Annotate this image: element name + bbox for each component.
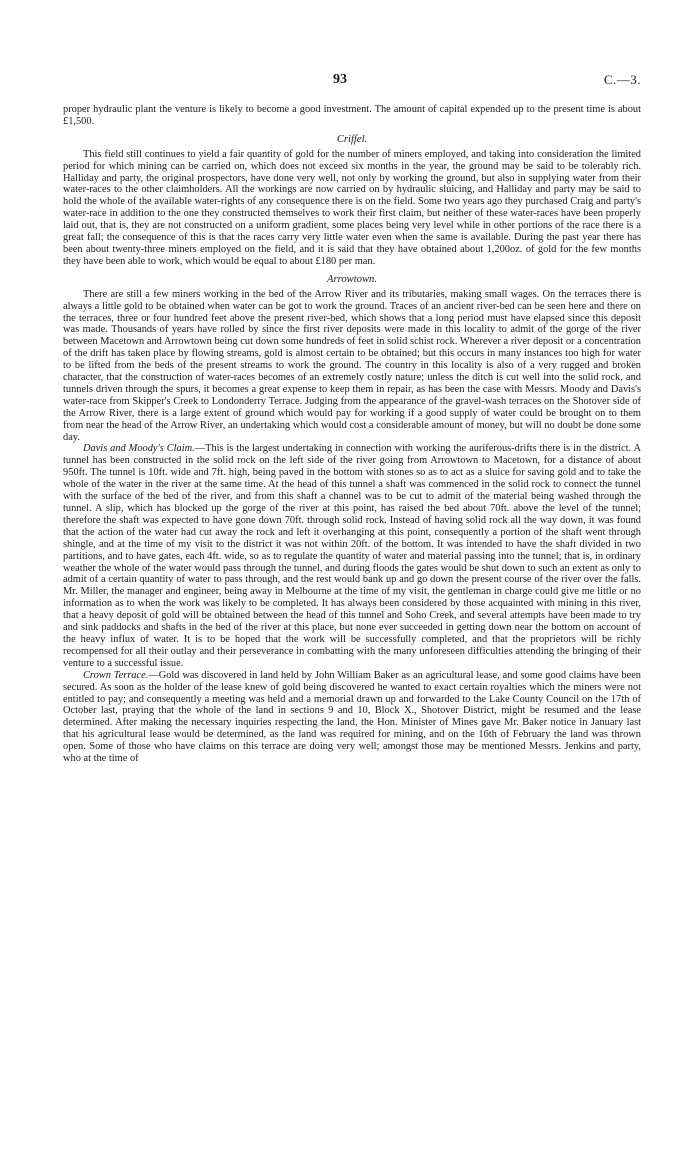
crown-terrace-subheading: Crown Terrace. [83, 669, 149, 681]
criffel-paragraph: This field still continues to yield a fair quantity of gold for the number of miners employed, and taking into consideration the limited period for which mining can be carried on, which does not exceed six months in the year, the ground may be said to be tolerably rich. Halliday and party, the original prospectors, have done very well, not only by working the ground, but also in supplying water from their water-races to the other claimholders. All the workings are now carried on by hydraulic sluicing, and Halliday and party may be said to hold the whole of the available water-rights of any consequence there is on the field. Some two years ago they purchased Craig and party's water-race in addition to the one they constructed themselves to work their first claim, but neither of these water-races have been properly laid out, that is, they are not constructed on a uniform gradient, some places being very level while in other portions of the race there is a great fall; the consequence of this is that the races carry very little water even when the same is available. During the past year there has been about twenty-three miners employed on the field, and it is said that they have obtained about 1,200oz. of gold for the few months they have been able to work, which would be equal to about £180 per man. [63, 148, 641, 267]
crown-terrace-text: —Gold was discovered in land held by John William Baker as an agricultural lease, and some good claims have been secured. As soon as the holder of the lease knew of gold being discovered he wanted to exact certain royalties which the miners were not entitled to pay; and consequently a meeting was held and a memorial drawn up and forwarded to the Lake County Council on the 17th of October last, praying that the whole of the land in sections 9 and 10, Block X., Shotover District, might be resumed and the lease determined. After making the necessary inquiries respecting the land, the Hon. Minister of Mines gave Mr. Baker notice in January last that his agricultural lease would be determined, as the land was required for mining, and on the 16th of February the land was thrown open. Some of those who have claims on this terrace are doing very well; amongst those may be mentioned Messrs. Jenkins and party, who at the time of [63, 669, 642, 765]
intro-paragraph: proper hydraulic plant the venture is likely to become a good investment. The amount of capital expended up to the present time is about £1,500. [63, 104, 641, 127]
davis-moody-paragraph [63, 443, 641, 669]
section-heading-criffel: Criffel. [336, 133, 368, 145]
davis-moody-subheading: Davis and Moody's Claim. [83, 443, 195, 455]
arrowtown-paragraph: There are still a few miners working in the bed of the Arrow River and its tributaries, making small wages. On the terraces there is always a little gold to be obtained when water can be got to work the ground. Traces of an ancient river-bed can be seen here and there on the terraces, three or four hundred feet above the present river-bed, which shows that a long period must have elapsed since this deposit was made. Thousands of years have rolled by since the first river deposits were made in this locality to admit of the gorge of the river between Macetown and Arrowtown being cut down some hundreds of feet in solid schist rock. Wherever a river deposit or a concentration of the drift has taken place by flowing streams, gold is almost certain to be obtained; but this occurs in many instances too high for water to be lifted from the beds of the present streams to work the ground. The country in this locality is also of a very rugged and broken character, that the construction of water-races becomes of an extremely costly nature; unless the ditch is cut well into the solid rock, and tunnels driven through the spurs, it becomes a great expense to keep them in repair, as has been the case with Messrs. Moody and Davis's water-race from Skipper's Creek to Londonderry Terrace. Judging from the appearance of the gravel-wash terraces on the Shotover side of the Arrow River, there is a large extent of ground which would pay for working if a good supply of water could be brought on to them from near the head of the Arrow River, an undertaking which would cost a considerable amount of money, but will no doubt be done some day. [63, 288, 641, 443]
document-reference: C.—3. [603, 72, 641, 87]
page-number: 93 [333, 72, 347, 87]
crown-terrace-paragraph [63, 670, 641, 765]
davis-moody-text: —This is the largest undertaking in connection with working the auriferous-drifts there is in the district. A tunnel has been constructed in the solid rock on the left side of the river going from Arrowtown to Macetown, for a distance of about 950ft. The tunnel is 10ft. wide and 7ft. high, being paved in the bottom with stones so as to act as a sluice for saving gold and to take the whole of the water in the river at the same time. At the head of this tunnel a shaft was commenced in the solid rock to connect the tunnel with the surface of the bed of the river, and from this shaft a channel was to be cut to admit of the material being washed through the tunnel. A slip, which has blocked up the gorge of the river at this point, has raised the bed about 70ft. above the level of the tunnel; therefore the shaft was expected to have gone down 70ft. through solid rock. Instead of having solid rock all the way down, it was found that the action of the water had cut away the rock and left it overhanging at this point, consequently a portion of the shaft went through shingle, and at the time of my visit to the district it was not within 20ft. of the bottom. It was intended to have the shaft divided in two partitions, and to have gates, each 4ft. wide, so as to regulate the quantity of water and material passing into the tunnel; that is, in ordinary weather the whole of the water would pass through the tunnel, and during floods the gates would be shut down to such an extent as only to admit of a certain quantity of water to pass through, and the rest would bank up and go down the present course of the river over the falls. Mr. Miller, the manager and engineer, being away in Melbourne at the time of my visit, the gentleman in charge could give me little or no information as to when the work was likely to be completed. It has always been considered by those acquainted with mining in this river, that a heavy deposit of gold will be obtained between the head of this tunnel and Soho Creek, and several attempts have been made to try and sink paddocks and shafts in the bed of the river at this place, but none ever succeeded in getting down near the bottom on account of the heavy influx of water. It is to be hoped that the work will be successfully completed, and that the proprietors will be richly recompensed for all their outlay and their perseverance in combatting with the many unforeseen difficulties attending the bringing of their venture to a successful issue. [63, 443, 641, 669]
section-heading-arrowtown: Arrowtown. [327, 273, 377, 285]
body-text [63, 104, 641, 765]
page-header [63, 72, 641, 90]
